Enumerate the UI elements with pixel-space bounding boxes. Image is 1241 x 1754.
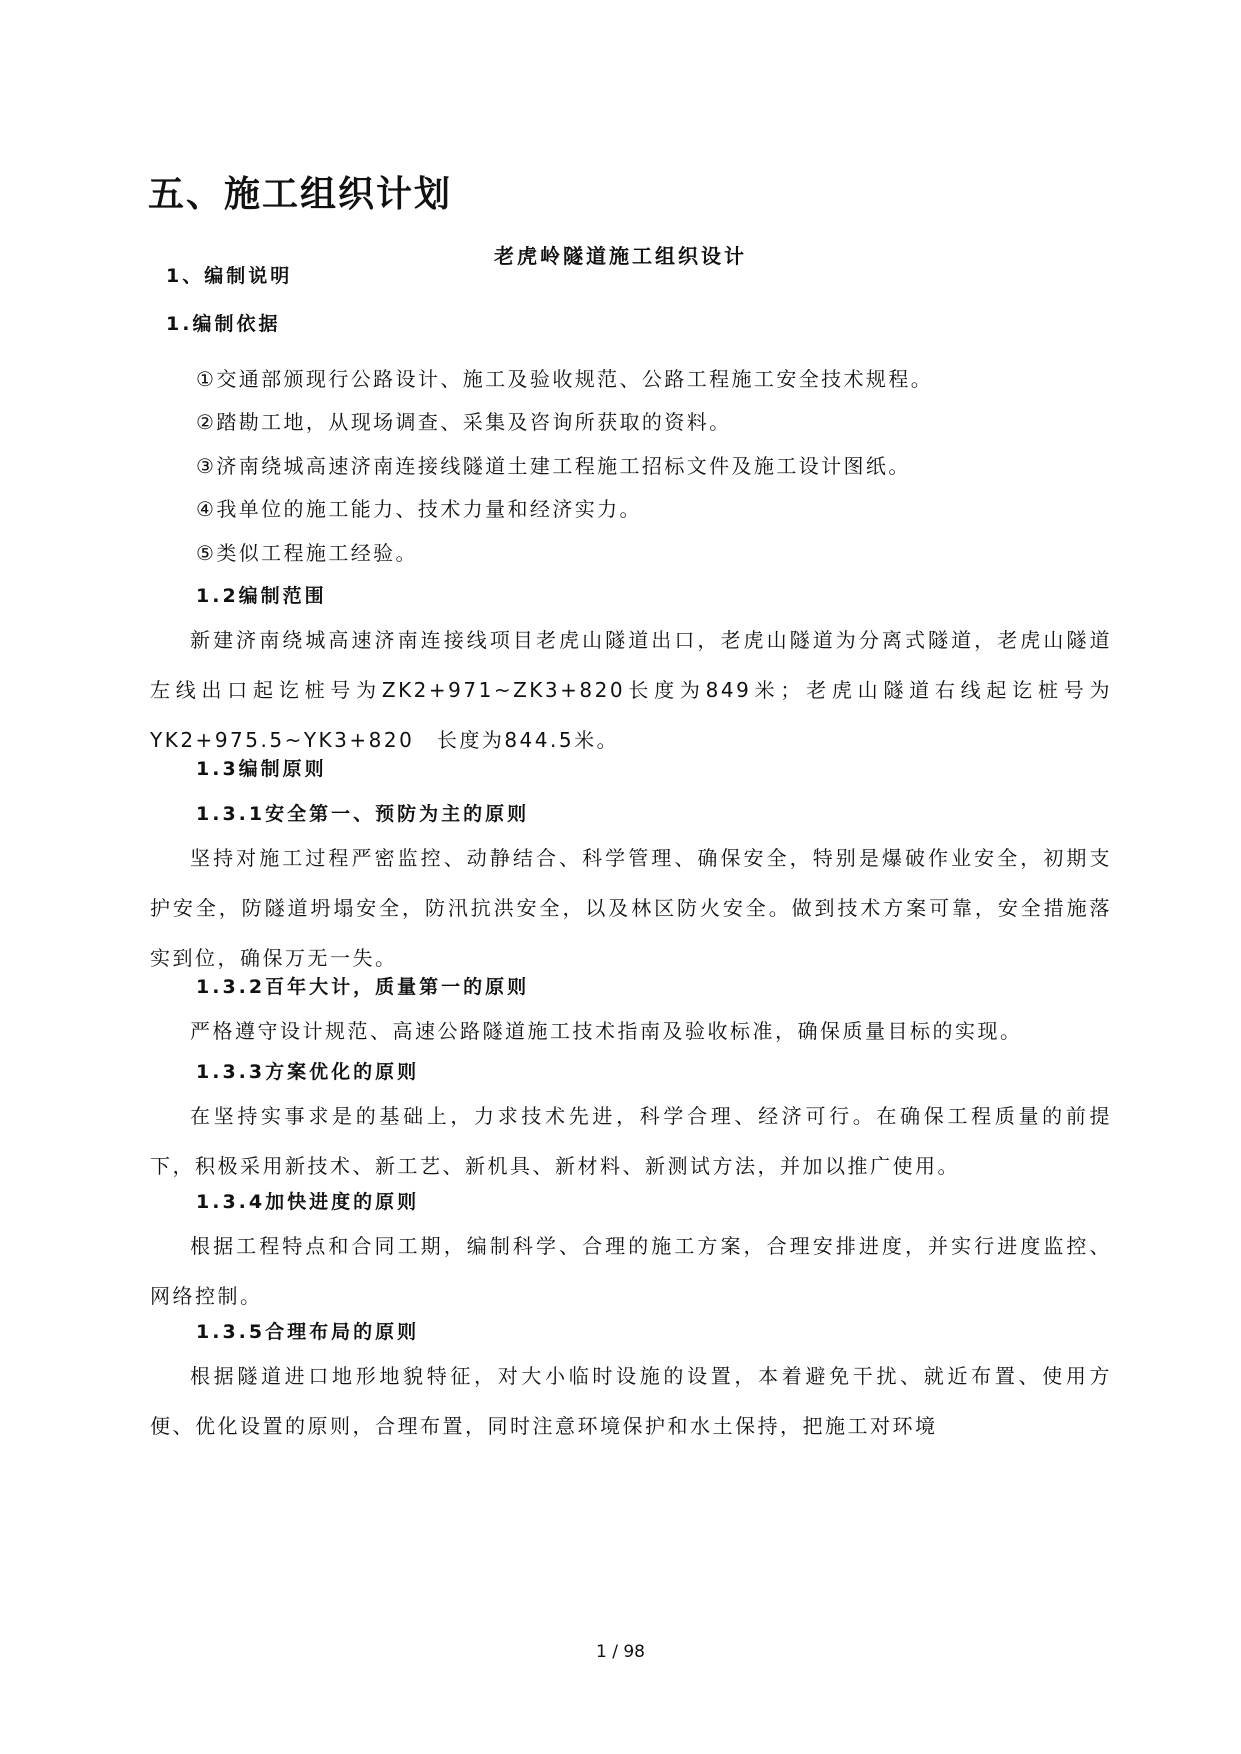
- document-title: 老虎岭隧道施工组织设计: [494, 244, 747, 268]
- principle-paragraph-3: 在坚持实事求是的基础上，力求技术先进，科学合理、经济可行。在确保工程质量的前提下，积极采用新技术、新工艺、新机具、新材料、新测试方法，并加以推广使用。: [150, 1104, 1112, 1178]
- principle-heading-4: 1.3.4加快进度的原则: [196, 1191, 420, 1213]
- principle-paragraph-5: 根据隧道进口地形地貌特征，对大小临时设施的设置，本着避免干扰、就近布置、使用方便、优化设置的原则，合理布置，同时注意环境保护和水土保持，把施工对环境: [150, 1364, 1112, 1438]
- basis-item-1: ①交通部颁现行公路设计、施工及验收规范、公路工程施工安全技术规程。: [196, 367, 934, 391]
- principle-heading-2: 1.3.2百年大计，质量第一的原则: [196, 976, 530, 998]
- principle-paragraph-2: 严格遵守设计规范、高速公路隧道施工技术指南及验收标准，确保质量目标的实现。: [190, 1019, 1023, 1043]
- basis-item-3: ③济南绕城高速济南连接线隧道土建工程施工招标文件及施工设计图纸。: [196, 454, 911, 478]
- section-heading-1-1: 1.编制依据: [166, 313, 281, 335]
- basis-item-5: ⑤类似工程施工经验。: [196, 541, 418, 565]
- page-number: 1 / 98: [596, 1642, 645, 1662]
- section-heading-1-2: 1.2编制范围: [196, 585, 327, 607]
- section-heading-1-3: 1.3编制原则: [196, 758, 327, 780]
- chapter-title: 五、施工组织计划: [148, 174, 453, 215]
- scope-paragraph: 新建济南绕城高速济南连接线项目老虎山隧道出口，老虎山隧道为分离式隧道，老虎山隧道左线出口起讫桩号为ZK2+971~ZK3+820长度为849米；老虎山隧道右线起讫桩号为YK2+975.5~YK3+820 长度为844.5米。: [150, 628, 1112, 752]
- principle-heading-3: 1.3.3方案优化的原则: [196, 1061, 420, 1083]
- principle-heading-5: 1.3.5合理布局的原则: [196, 1321, 420, 1343]
- principle-paragraph-4: 根据工程特点和合同工期，编制科学、合理的施工方案，合理安排进度，并实行进度监控、网络控制。: [150, 1234, 1112, 1308]
- principle-heading-1: 1.3.1安全第一、预防为主的原则: [196, 803, 530, 825]
- basis-item-4: ④我单位的施工能力、技术力量和经济实力。: [196, 497, 642, 521]
- principle-paragraph-1: 坚持对施工过程严密监控、动静结合、科学管理、确保安全，特别是爆破作业安全，初期支护安全，防隧道坍塌安全，防汛抗洪安全，以及林区防火安全。做到技术方案可靠，安全措施落实到位，确保万无一失。: [150, 846, 1112, 970]
- section-heading-1: 1、编制说明: [166, 265, 293, 287]
- basis-item-2: ②踏勘工地，从现场调查、采集及咨询所获取的资料。: [196, 410, 732, 434]
